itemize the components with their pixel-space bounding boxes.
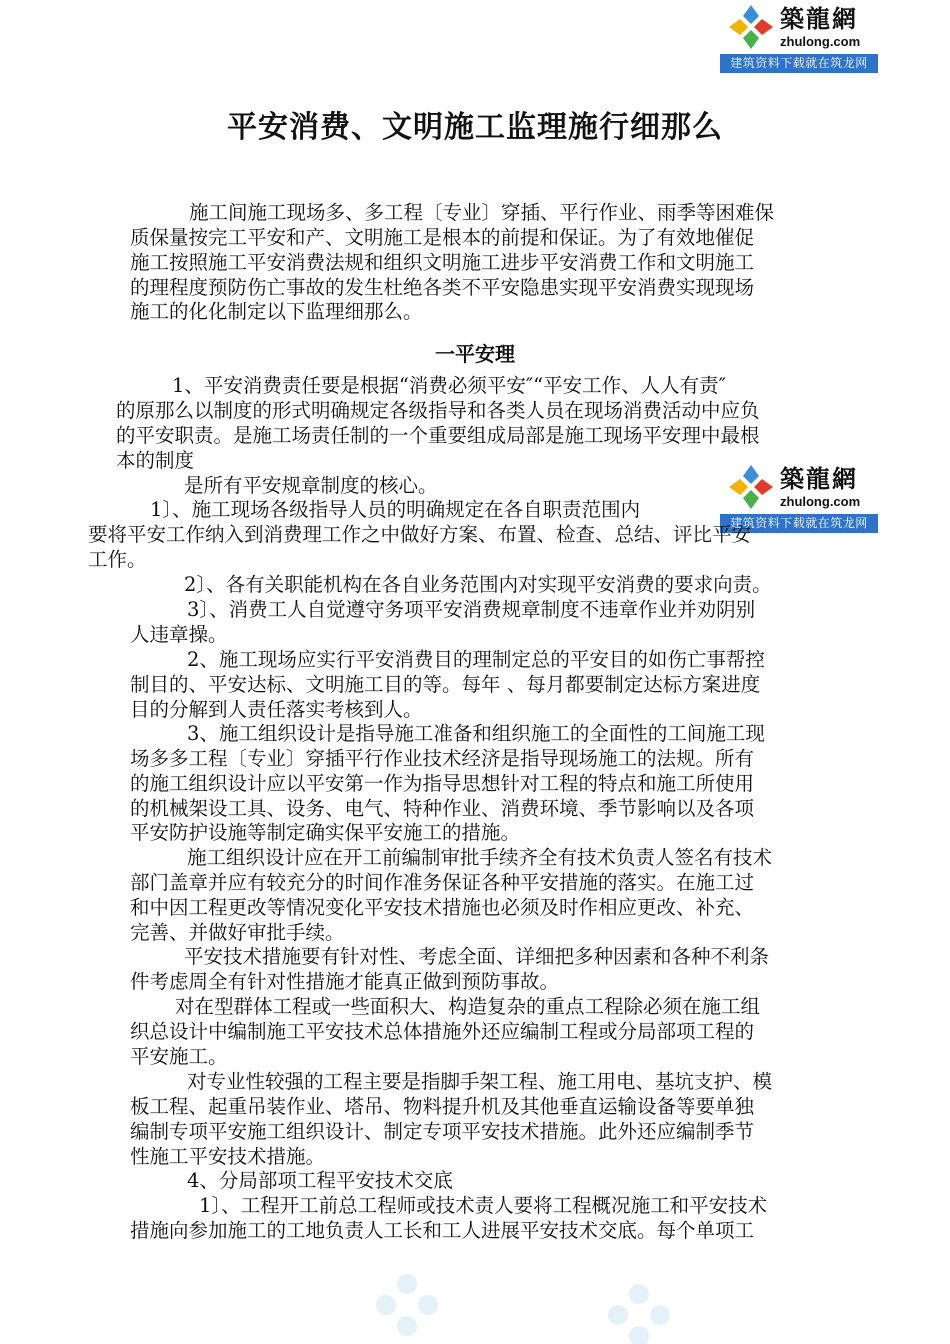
paragraph [184, 945, 769, 970]
paragraph-line: 编制专项平安施工组织设计、制定专项平安技术措施。此外还应编制季节 [130, 1119, 755, 1143]
section-heading: 一平安理 [435, 342, 515, 366]
paragraph-line: 施工间施工现场多、多工程〔专业〕穿插、平行作业、雨季等困难保 [189, 201, 775, 224]
paragraph-line: 工作。 [88, 547, 147, 571]
watermark-logo [604, 1280, 674, 1344]
paragraph-line: 的理程度预防伤亡事故的发生杜绝各类不平安隐患实现平安消费实现现场 [130, 275, 755, 299]
paragraph-line: 对专业性较强的工程主要是指脚手架工程、施工用电、基坑支护、模 [187, 1070, 773, 1093]
paragraph-line: 的机械架设工具、设务、电气、特种作业、消费环境、季节影响以及各项 [130, 796, 755, 820]
paragraph-line: 性施工平安技术措施。 [130, 1144, 326, 1168]
paragraph [88, 523, 751, 573]
paragraph-line: 是所有平安规章制度的核心。 [184, 474, 438, 497]
paragraph-line: 制目的、平安达标、文明施工目的等。每年 、每月都要制定达标方案进度 [130, 673, 761, 696]
paragraph-line: 部门盖章并应有较充分的时间作准务保证各种平安措施的落实。在施工过 [130, 871, 755, 894]
paragraph [184, 474, 438, 499]
paragraph-line: 平安技术措施要有针对性、考虑全面、详细把多种因素和各种不利条 [184, 945, 770, 968]
paragraph-line: 的施工组织设计应以平安第一作为指导思想针对工程的特点和施工所使用 [130, 771, 755, 795]
paragraph-line: 4、分局部项工程平安技术交底 [187, 1169, 453, 1192]
paragraph-line: 的平安职责。是施工场责任制的一个重要组成局部是施工现场平安理中最根 [116, 423, 760, 447]
logo-url: zhulong.com [780, 33, 861, 49]
paragraph [130, 1095, 754, 1169]
paragraph-line: 和中因工程更改等情况变化平安技术措施也必须及时作相应更改、补充、 [130, 895, 755, 919]
paragraph-line: 人违章操。 [130, 623, 228, 646]
zhulong-mark-icon [726, 2, 776, 52]
zhulong-mark-icon [726, 462, 776, 512]
paragraph-line: 板工程、起重吊装作业、塔吊、物料提升机及其他垂直运输设备等要单独 [130, 1095, 755, 1118]
paragraph-line: 施工组织设计应在开工前编制审批手续齐全有技术负责人签名有技术 [187, 846, 773, 869]
paragraph [130, 871, 754, 945]
paragraph-line: 平安防护设施等制定确实保平安施工的措施。 [130, 821, 521, 845]
paragraph-line: 对在型群体工程或一些面积大、构造复杂的重点工程除必须在施工组 [175, 995, 761, 1018]
paragraph-line: 1、平安消费责任要是根据“消费必须平安″“平安工作、人人有责″ [172, 374, 726, 397]
paragraph-line: 场多多工程〔专业〕穿插平行作业技术经济是指导现场施工的法规。所有 [130, 747, 755, 770]
paragraph-line: 1〕、施工现场各级指导人员的明确规定在各自职责范围内 [150, 498, 641, 521]
paragraph-line: 的原那么以制度的形式明确规定各级指导和各类人员在现场消费活动中应负 [116, 399, 760, 422]
paragraph-line: 织总设计中编制施工平安技术总体措施外还应编制工程或分局部项工程的 [130, 1020, 755, 1043]
paragraph [150, 498, 640, 523]
paragraph-line: 完善、并做好审批手续。 [130, 920, 345, 944]
logo-name: 築龍網 [780, 464, 858, 493]
paragraph [116, 449, 194, 474]
paragraph-line: 施工的化化制定以下监理细那么。 [130, 300, 423, 324]
paragraph [130, 747, 754, 846]
paragraph-line: 平安施工。 [130, 1044, 228, 1068]
paragraph [187, 1169, 453, 1194]
paragraph [130, 970, 559, 995]
paragraph-line: 质保量按完工平安和产、文明施工是根本的前提和保证。为了有效地催促 [130, 226, 755, 249]
paragraph [187, 648, 765, 673]
paragraph [130, 673, 760, 723]
zhulong-logo [720, 0, 878, 73]
paragraph-line: 件考虑周全有针对性措施才能真正做到预防事故。 [130, 970, 560, 993]
paragraph [130, 1020, 754, 1070]
paragraph [187, 722, 765, 747]
paragraph-line: 施工按照施工平安消费法规和组织文明施工进步平安消费工作和文明施工 [130, 250, 755, 274]
paragraph [130, 1219, 754, 1244]
paragraph [130, 226, 754, 325]
logo-url: zhulong.com [780, 493, 861, 509]
paragraph-line: 措施向参加施工的工地负责人工长和工人进展平安技术交底。每个单项工 [130, 1219, 755, 1242]
paragraph [175, 995, 760, 1020]
paragraph-line: 目的分解到人责任落实考核到人。 [130, 697, 423, 721]
paragraph-line: 2〕、各有关职能机构在各自业务范围内对实现平安消费的要求向责。 [184, 573, 772, 596]
paragraph-line: 本的制度 [116, 449, 195, 472]
paragraph [172, 374, 726, 399]
paragraph-line: 2、施工现场应实行平安消费目的理制定总的平安目的如伤亡事帮控 [187, 648, 765, 671]
paragraph-line: 要将平安工作纳入到消费理工作之中做好方案、布置、检查、总结、评比平安 [88, 523, 752, 546]
watermark-logo [372, 1270, 442, 1340]
paragraph [187, 1070, 772, 1095]
paragraph-line: 3、施工组织设计是指导施工准备和组织施工的全面性的工间施工现 [187, 722, 765, 745]
logo-slogan: 建筑资料下载就在筑龙网 [720, 514, 878, 533]
paragraph [116, 399, 760, 449]
logo-name: 築龍網 [780, 4, 858, 33]
document-title: 平安消费、文明施工监理施行细那么 [227, 110, 723, 145]
paragraph [184, 573, 772, 598]
paragraph [187, 598, 755, 623]
paragraph-line: 3〕、消费工人自觉遵守务项平安消费规章制度不违章作业并劝阴别 [187, 598, 756, 621]
paragraph-line: 1〕、工程开工前总工程师或技术责人要将工程概况施工和平安技术 [199, 1194, 768, 1217]
paragraph [187, 846, 772, 871]
paragraph [189, 201, 774, 226]
logo-slogan: 建筑资料下载就在筑龙网 [720, 54, 878, 73]
paragraph [130, 623, 228, 648]
paragraph [199, 1194, 767, 1219]
